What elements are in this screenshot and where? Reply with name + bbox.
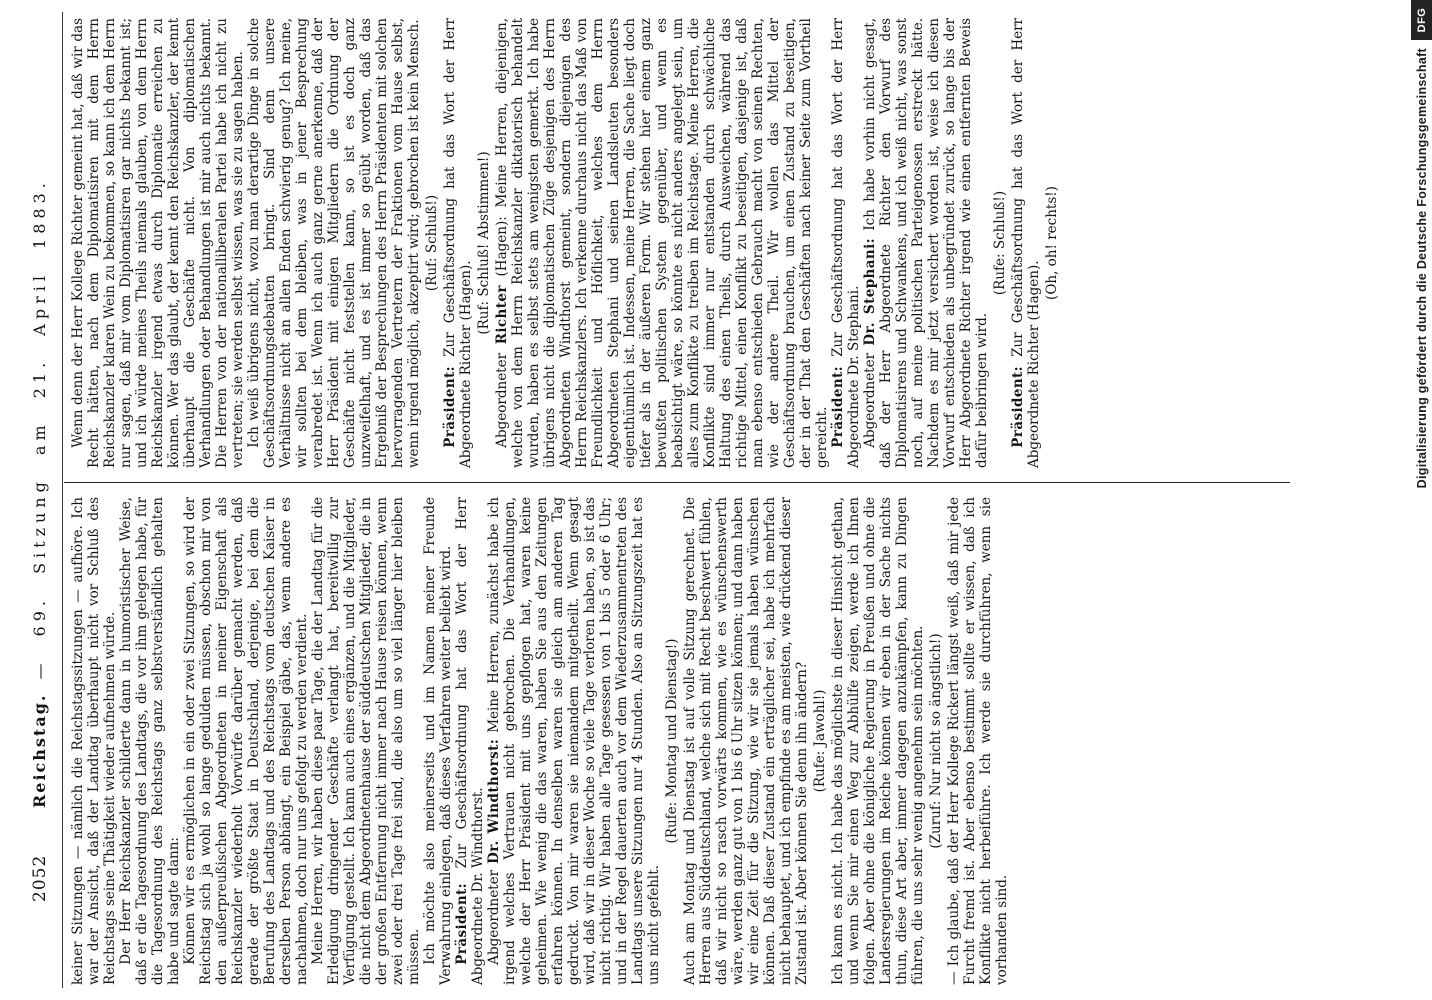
paragraph-text: keiner Sitzungen — nämlich die Reichstagssitzungen — aufhöre. Ich war der Ansicht, daß der Landtag überhaupt nicht vor Schluß des Reichstags seine Thätigkeit wieder aufnehmen würde. [70, 497, 118, 985]
paragraph-text: Meine Herren, wir haben diese paar Tage, die der Landtag für die Erledigung dringender Geschäfte verlangt hat, bereitwillig zur Verfügung gestellt. Ich kann auch eines ergänzen, und die Mitglieder, die nicht dem Abgeordnetenhause der süddeutschen Mitglieder, die in der großen Entfernung nicht immer nach Hause reisen können, wenn zwei oder drei Tage frei sind, die also um so viel länger hier bleiben müssen. [310, 497, 422, 985]
page-title [30, 178, 49, 808]
speaker-name: Dr. Stephani: [862, 237, 878, 346]
speaker-name: Präsident: [454, 882, 470, 965]
paragraph-text: Zur Geschäftsordnung hat das Wort der Herr Abgeordnete Dr. Stephani. [830, 18, 862, 468]
speech [494, 18, 830, 468]
paragraph-text: Zur Geschäftsordnung hat das Wort der Herr Abgeordnete Dr. Windthorst. [454, 497, 486, 985]
speaker-name: Präsident: [830, 365, 846, 448]
interjection: (Rufe: Schluß!) [992, 190, 1008, 296]
paragraph-text: Der Herr Reichskanzler schilderte dann in humoristischer Weise, daß er die Tagesordnung des Landtags, die vor ihm gelegen habe, für die Tagesordnung des Reichstags ganz selbstverständlich gehalten habe und sagte dann: [118, 497, 182, 985]
paragraph [830, 497, 926, 985]
speaker-name: Dr. Windthorst: [486, 738, 502, 864]
president-statement [454, 497, 486, 985]
paragraph-text: Ich möchte also meinerseits und im Namen meiner Freunde Verwahrung einlegen, daß dieses Verfahren weiter beliebt wird. [422, 497, 454, 985]
paragraph [310, 497, 422, 985]
paragraph [118, 497, 182, 985]
page-number: 2052 [30, 854, 50, 902]
page-title-session: — 69. Sitzung am 21. April 1883. [30, 178, 49, 680]
paragraph [70, 18, 246, 468]
interjection: (Ruf: Schluß!) [424, 194, 440, 292]
dfg-logo: DFG [1411, 0, 1432, 40]
president-statement [1010, 18, 1042, 468]
paragraph [182, 497, 310, 985]
interjection: (Oh, oh! rechts!) [1044, 186, 1060, 300]
speaker-role: Abgeordneter [486, 863, 502, 965]
interjection: (Ruf: Schluß! Abstimmen!) [476, 151, 492, 335]
paragraph [682, 497, 810, 985]
paragraph-text: Ich kann es nicht. Ich habe das möglichste in dieser Hinsicht gethan, und wenn Sie mir einen Weg zur Abhülfe zeigen, werde ich Ihnen folgen. Aber ohne die königliche Regierung in Preußen und ohne die Landesregierungen im Reiche können wir eben in der Sache nichts thun, diese Art aber, immer dagegen anzukämpfen, kann zu Dingen führen, die uns sehr wenig angenehm sein möchten. [830, 497, 926, 985]
speech [486, 497, 662, 985]
paragraph [70, 497, 118, 985]
interjection: (Rufe: Jawohl!) [812, 689, 828, 793]
page-title-main: Reichstag. [30, 693, 49, 808]
speaker-role: Abgeordneter [494, 344, 510, 448]
paragraph-text: Ich habe vorhin nicht gesagt, daß der Herr Abgeordnete Richter den Vorwurf des Diplomatisirens und Schwankens, und ich weiß nicht, was sonst noch, auf meine politischen Parteigenossen erstreckt hätte. Nachdem es mir jetzt versichert worden ist, weise ich diesen Vorwurf entschieden als unbegründet zurück, so lange bis der Herr Abgeordnete Richter irgend wie einen entfernten Beweis dafür beibringen wird. [862, 17, 990, 468]
speech [862, 18, 990, 468]
paragraph [422, 497, 454, 985]
speaker-name: Präsident: [442, 365, 458, 448]
column-divider [64, 482, 1290, 483]
president-statement [830, 18, 862, 468]
paragraph-text: Auch am Montag und Dienstag ist auf volle Sitzung gerechnet. Die Herren aus Süddeutschland, welche sich mit Recht beschwert fühlen, daß wir nicht so rasch vorwärts kommen, wie es wünschenswerth wäre, werden ganz gut von 1 bis 6 Uhr sitzen können; und dann haben wir eine Zeit für die Sitzung, wie wir sie jemals haben wünschen können. Daß dieser Zustand ein erträglicher sei, habe ich mehrfach nicht behauptet, und ich empfinde es am meisten, wie drückend dieser Zustand ist. Aber können Sie denn ihn ändern? [682, 497, 810, 985]
speaker-name: Richter [494, 285, 510, 345]
paragraph [946, 497, 1010, 985]
left-column [70, 497, 1010, 985]
right-column [70, 18, 1062, 468]
paragraph-text: Zur Geschäftsordnung hat das Wort der Herr Abgeordnete Richter (Hagen). [442, 18, 474, 468]
speaker-role: Abgeordneter [862, 345, 878, 448]
digitization-credit [1411, 0, 1432, 700]
paragraph-text: Meine Herren, zunächst habe ich irgend welches Vertrauen nicht gebrochen. Die Verhandlungen, welche der Herr Präsident mit uns gepflogen hat, waren keine geheimen. Wie wenig die das waren, haben Sie aus den Zeitungen erfahren können. In denselben waren sie gleich am anderen Tag gedruckt. Von mir waren sie niemandem mitgetheilt. Wenn gesagt wird, daß wir in dieser Woche so viele Tage verloren haben, so ist das nicht richtig. Wir haben alle Tage gesessen von 1 bis 5 oder 6 Uhr; und in der Regel dauerten auch vor dem Wiederzusammentreten des Landtags unsere Sitzungen nur 4 Stunden. Also an Sitzungszeit hat es uns nicht gefehlt. [486, 497, 662, 985]
paragraph-text: — Ich glaube, daß der Herr Kollege Rickert längst weiß, daß mir jede Furcht fremd ist. Aber ebenso bestimmt sollte er wissen, daß ich Konflikte nicht herbeiführe. Ich werde sie durchführen, wenn sie vorhanden sind. [946, 497, 1010, 985]
interjection: (Rufe: Montag und Dienstag!) [664, 638, 680, 844]
paragraph-text: Ich weiß übrigens nicht, wozu man derartige Dinge in solche Geschäftsordnungsdebatten bringt. Sind denn unsere Verhältnisse nicht an allen Enden schwierig genug? Ich meine, wir sollten bei dem bleiben, was in jener Besprechung verabredet ist. Wenn ich auch ganz gerne anerkenne, daß der Herr Präsident mit einigen Mitgliedern die Ordnung der Geschäfte nicht feststellen kann, so ist es doch ganz unzweifelhaft, und es ist immer so geübt worden, daß das Ergebniß der Besprechungen des Herrn Präsidenten mit solchen hervorragenden Vertretern der Fraktionen vom Hause selbst, wenn irgend möglich, akzeptirt wird; gebrochen ist kein Mensch. [246, 18, 422, 468]
paragraph-text: Zur Geschäftsordnung hat das Wort der Herr Abgeordnete Richter (Hagen). [1010, 18, 1042, 468]
speaker-name: Präsident: [1010, 365, 1026, 448]
funding-note: Digitalisierung gefördert durch die Deutsche Forschungsgemeinschaft [1414, 48, 1429, 489]
paragraph-text: Können wir es ermöglichen in ein oder zwei Sitzungen, so wird der Reichstag sich ja wohl so lange gedulden müssen, obschon mir von den außerpreußischen Abgeordneten in meiner Eigenschaft als Reichskanzler wiederholt Vorwürfe darüber gemacht werden, daß gerade der größte Staat in Deutschland, derjenige, bei dem die Berufung des Landtags und des Reichstags vom deutschen Kaiser in derselben Person abhängt, ein Beispiel gäbe, das, wenn andere es nachahmen, doch nur uns gefolgt zu werden verdient. [182, 497, 310, 985]
paragraph [246, 18, 422, 468]
header-rule [62, 12, 63, 988]
interjection: (Zuruf: Nur nicht so ängstlich!) [928, 633, 944, 849]
page-header [24, 0, 56, 1000]
president-statement [442, 18, 474, 468]
paragraph-text: Wenn denn der Herr Kollege Richter gemeint hat, daß wir das Recht hätten, nach dem Diplomatisiren mit dem Herrn Reichskanzler klaren Wein zu bekommen, so kann ich dem Herrn nur sagen, daß mir vom Diplomatisiren gar nichts bekannt ist; und ich würde meines Theils niemals glauben, von dem Herrn Reichskanzler irgend etwas durch Diplomatie erreichen zu können. Wer das glaubt, der kennt den Reichskanzler, der kennt überhaupt die Geschäfte nicht. Von diplomatischen Verhandlungen oder Behandlungen ist mir auch nichts bekannt. Die Herren von der nationalliberalen Partei habe ich nicht zu vertreten; sie werden selbst wissen, was sie zu sagen haben. [70, 18, 246, 468]
paragraph-text: (Hagen): Meine Herren, diejenigen, welche von dem Herrn Reichskanzler diktatorisch behandelt wurden, haben es selbst stets am wenigsten gemerkt. Ich habe übrigens nicht die diplomatischen Züge desjenigen des Herrn Abgeordneten Windthorst gemeint, sondern diejenigen des Herrn Reichskanzlers. Ich verkenne durchaus nicht das Maß von Freundlichkeit und Höflichkeit, welches dem Herrn Abgeordneten Stephani und seinen Landsleuten besonders eigenthümlich ist. Indessen, meine Herren, die Sache liegt doch tiefer als in der äußeren Form. Wir stehen hier einem ganz bewußten politischen System gegenüber, und wenn es beabsichtigt wäre, so könnte es nicht anders angelegt sein, um alles zum Konflikte zu treiben im Reichstage. Meine Herren, die Konflikte sind immer nur entstanden durch schwächliche Haltung des einen Theils, durch Ausweichen, während das richtige Mittel, einen Konflikt zu beseitigen, dasjenige ist, daß man ebenso entschieden Gebrauch macht von seinen Rechten, wie der andere Theil. Wir wollen das Mittel der Geschäftsordnung brauchen, um einen Zustand zu beseitigen, der in der That den Geschäften nach keiner Seite zum Vortheil gereicht. [494, 17, 830, 468]
